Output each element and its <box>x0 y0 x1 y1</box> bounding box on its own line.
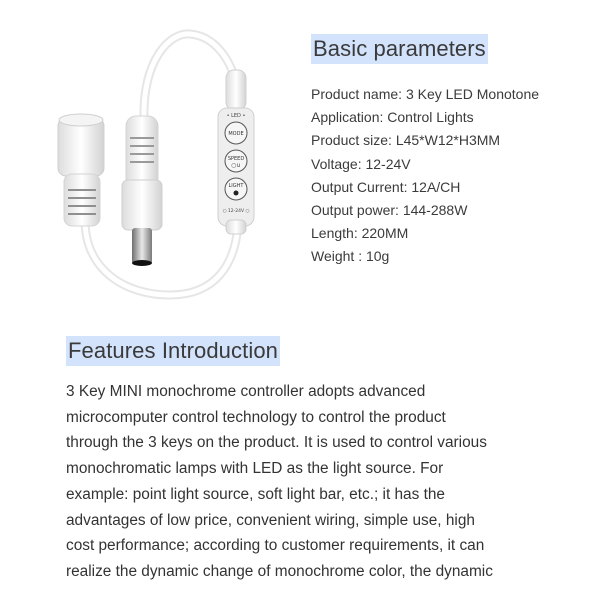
svg-text:MODE: MODE <box>228 131 244 137</box>
features-heading: Features Introduction <box>66 336 280 366</box>
features-paragraph <box>66 379 536 585</box>
svg-text:○∪: ○∪ <box>231 162 241 169</box>
features-line: 3 Key MINI monochrome controller adopts advanced <box>66 383 426 400</box>
svg-text:LIGHT: LIGHT <box>228 183 244 189</box>
svg-text:SPEED: SPEED <box>227 156 245 162</box>
param-voltage: Voltage: 12-24V <box>311 155 411 172</box>
product-image <box>30 20 280 310</box>
features-line: realize the dynamic change of monochrome color, the dynamic <box>66 562 493 580</box>
basic-parameters-section <box>311 34 591 269</box>
parameter-list <box>311 83 591 269</box>
param-output-current: Output Current: 12A/CH <box>311 178 461 195</box>
features-line: example: point light source, soft light bar, etc.; it has the <box>66 485 445 503</box>
features-line: cost performance; according to customer requirements, it can <box>66 537 485 555</box>
param-length: Length: 220MM <box>311 225 409 242</box>
features-line: through the 3 keys on the product. It is used to control various <box>66 434 487 452</box>
features-line: advantages of low price, convenient wiring, simple use, high <box>66 511 475 529</box>
features-line: microcomputer control technology to control the product <box>66 408 446 426</box>
param-application: Application: Control Lights <box>311 109 474 126</box>
features-section <box>66 336 586 585</box>
svg-text:• LED •: • LED • <box>226 113 246 119</box>
svg-text:○ 12-24V ○: ○ 12-24V ○ <box>222 209 250 214</box>
param-output-power: Output power: 144-288W <box>311 202 468 219</box>
param-product-size: Product size: L45*W12*H3MM <box>311 132 501 149</box>
param-weight: Weight : 10g <box>311 248 390 265</box>
param-product-name: Product name: 3 Key LED Monotone <box>311 86 540 102</box>
basic-parameters-heading: Basic parameters <box>311 34 488 64</box>
features-line: monochromatic lamps with LED as the light source. For <box>66 460 444 478</box>
